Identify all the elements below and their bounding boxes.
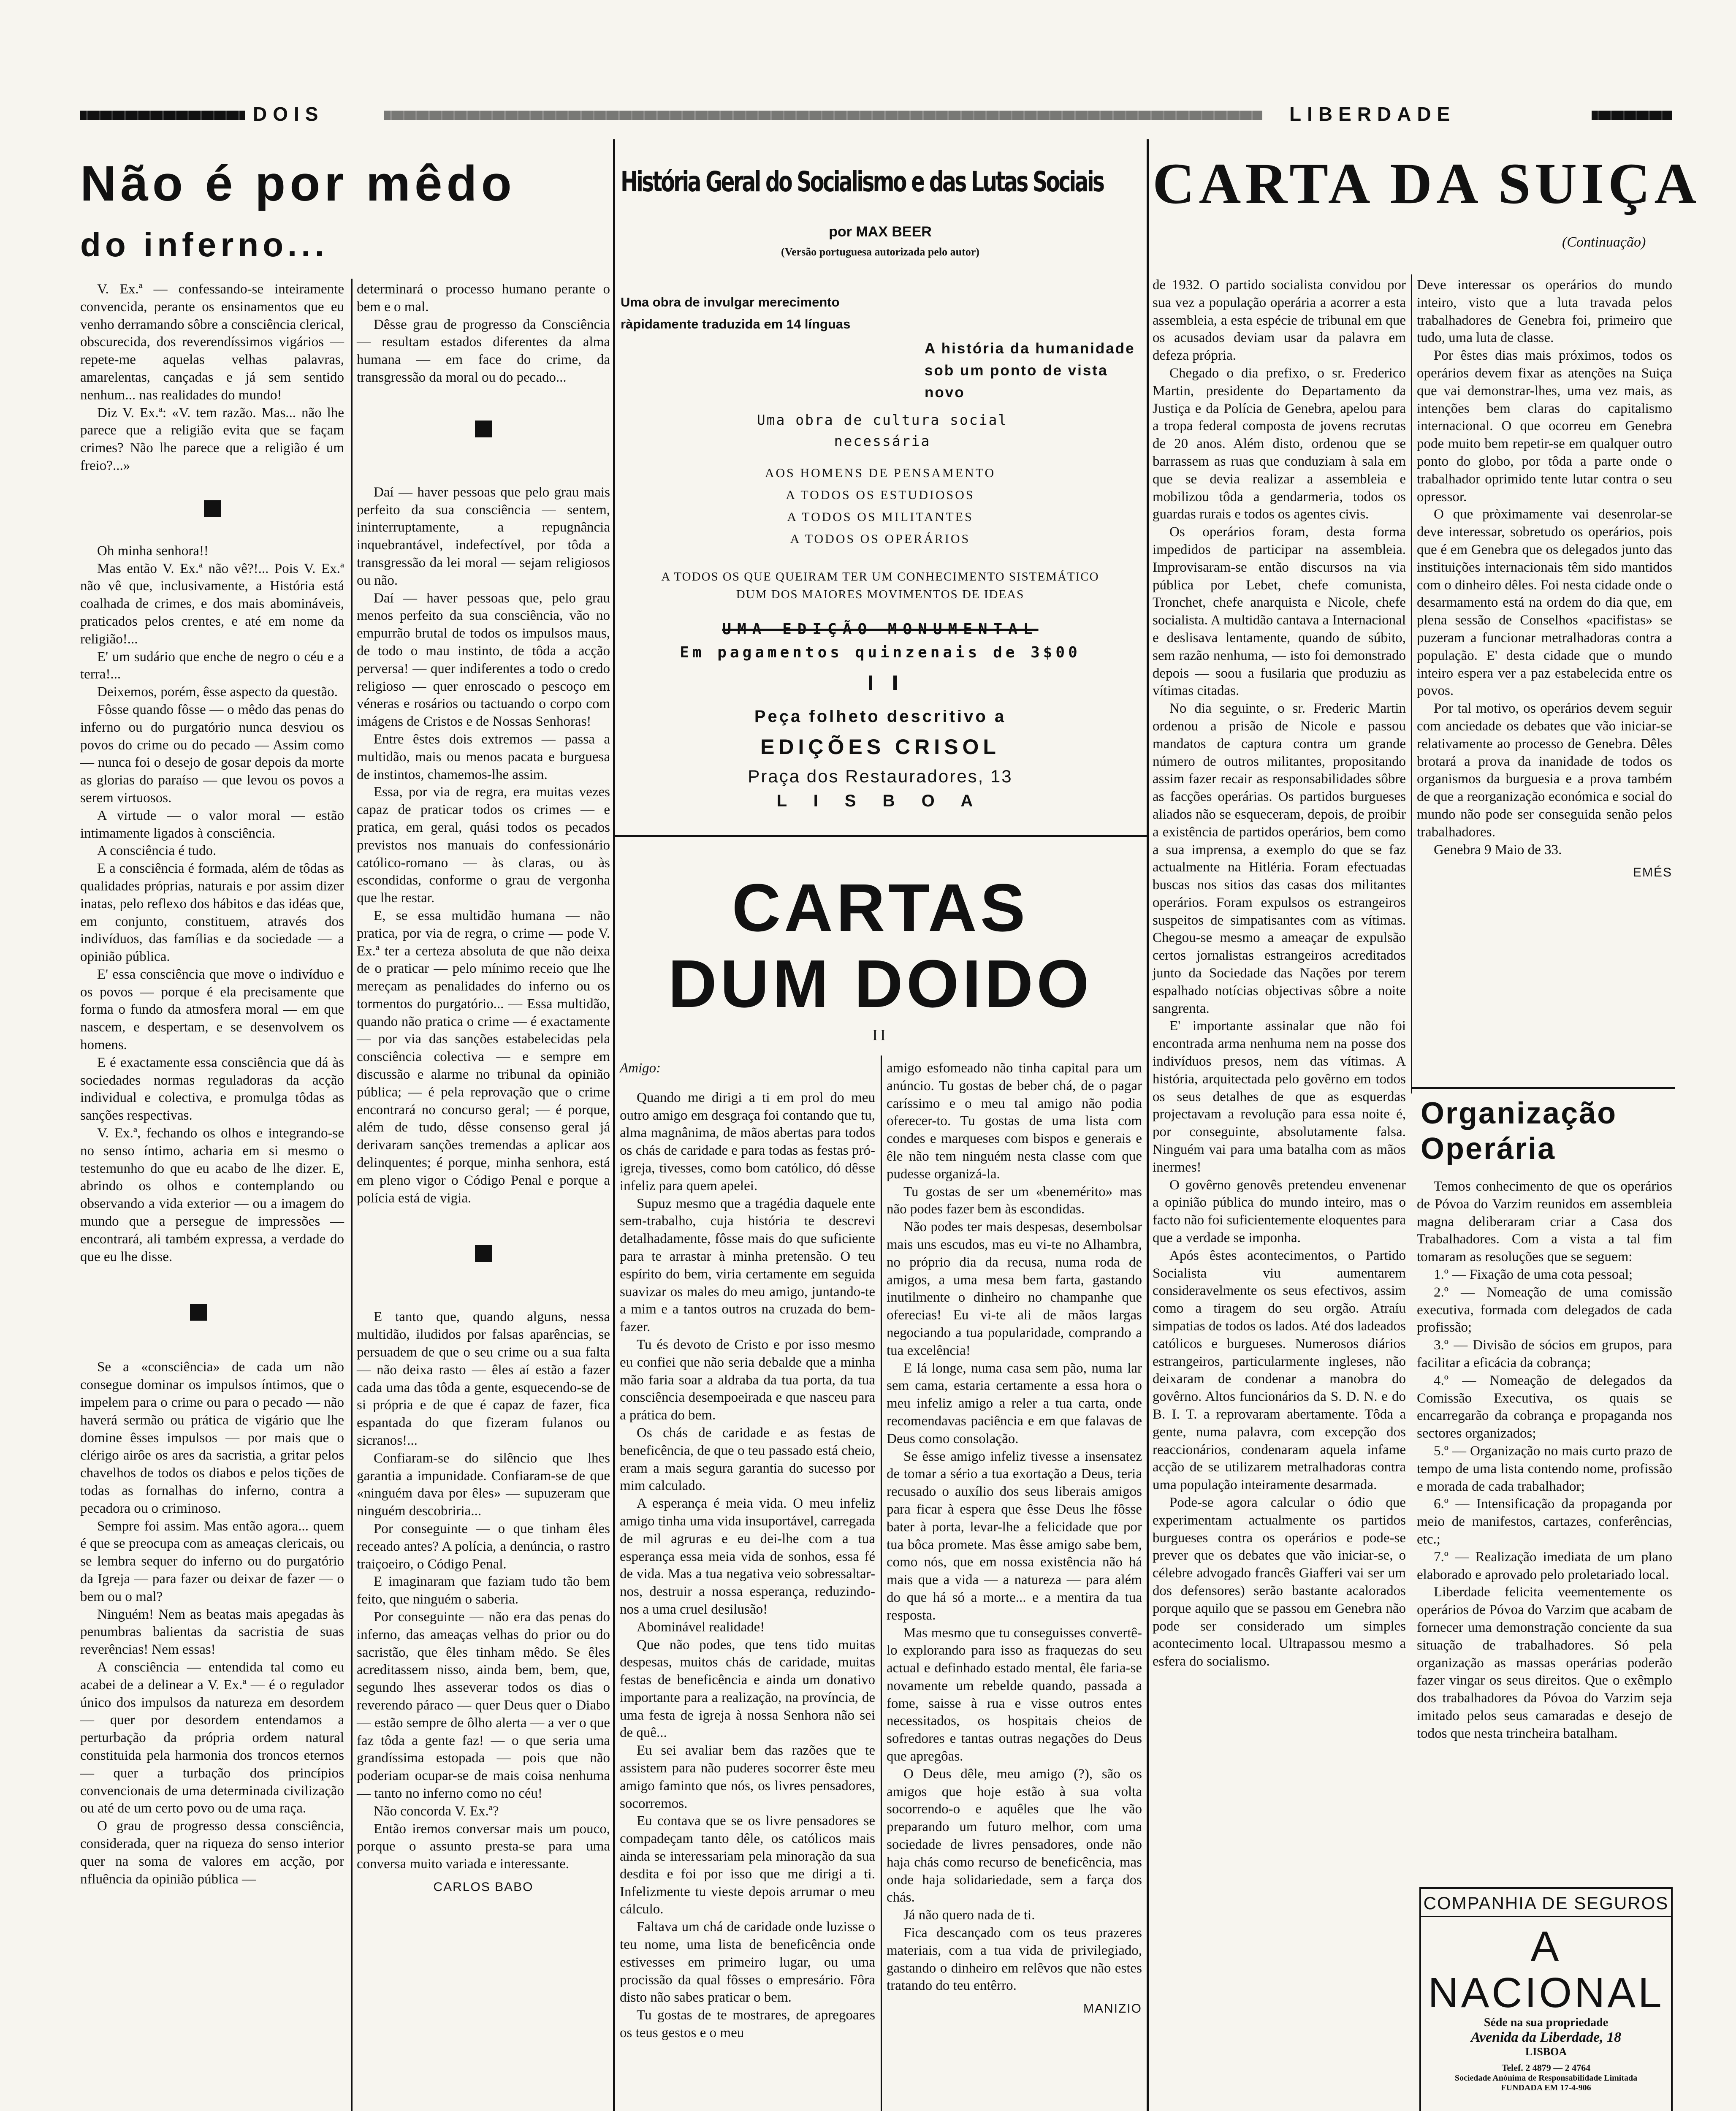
audience-line: A TODOS OS OPERÁRIOS [790,532,971,546]
paragraph: Oh minha senhora!! [97,543,209,559]
paragraph: O grau de progresso dessa consciência, considerada, quer na riqueza do senso interior quer na soma de valores em acção, por nfluência da opinião pública — [80,1818,344,1887]
list-item: 3.º — Divisão de sócios em grupos, para facilitar a eficácia da cobrança; [1417,1338,1672,1370]
edition-banner: UMA EDIÇÃO MONUMENTAL [722,621,1039,638]
paragraph: E lá longe, numa casa sem pão, numa lar sem cama, estaria certamente a essa hora o meu infeliz amigo a reler a tua carta, onde recomendavas paciência e em que falavas de Deus como consolação. [887,1360,1142,1446]
paragraph: Por tal motivo, os operários devem seguir com anciedade os debates que vão iniciar-se relativamente ao processo de Genebra. Dêles brotará a prova da inanidade de todos os organismos da burguesia e a prova também de que a reorganização económica e social do mundo não pode ser conseguida senão pelos trabalhadores. [1417,701,1672,840]
paragraph: Liberdade felicita veementemente os operários de Póvoa do Varzim que acabam de fornecer uma demonstração conciente da sua situação de trabalhadores. Só pela organização as massas operárias poderão fazer vingar os seus direitos. Que o exêmplo dos trabalhadores da Póvoa do Varzim seja imitado pelos seus camaradas e desejo de todos que nesta trincheira batalham. [1417,1585,1672,1741]
paragraph: Dêsse grau de progresso da Consciência — resultam estados diferentes da alma humana — em face do crime, da transgressão da moral ou do pecado... [357,317,610,385]
ad-street: Avenida da Liberdade, 18 [1470,2030,1622,2045]
ad-tagline: Uma obra de cultura social necessária [757,412,1008,449]
paragraph: E, se essa multidão humana — não pratica, por via de regra, o crime — pode V. Ex.ª ter a certeza absoluta de que não deixa de o praticar — pelo mínimo receio que lhe mereçam as penalidades do inferno ou os tormentos do purgatório... — Essa multidão, quando não pratica o crime — é exactamente — por via das sanções estabelecidas pela consciência colectiva — e sempre em discussão e alarme no tribunal da opinião pública; — é pela reprovação que o crime encontrará no concurso geral; — é porque, além de tudo, dêsse consenso geral já derivaram sanções tremendas a aplicar aos delinquentes; é porque, minha senhora, está em pleno vigor o Código Penal e porque a polícia está de vigia. [357,908,610,1206]
list-item: 1.º — Fixação de uma cota pessoal; [1434,1267,1633,1282]
ad-founded: FUNDADA EM 17-4-906 [1501,2083,1591,2092]
article-title: Não é por mêdo [80,156,516,212]
paragraph: E a consciência é formada, além de tôdas as qualidades próprias, naturais e por assim dizer inatas, pelo reflexo dos hábitos e das idéas que, em conjunto, constituem, através dos indivíduos, das famílias e da sociedade — a opinião pública. [80,861,344,965]
article-column [80,281,344,1888]
list-item: 4.º — Nomeação de delegados da Comissão Executiva, os quais se encarregarão da cobrança e propaganda nos sectores organizados; [1417,1373,1672,1441]
paragraph: Eu sei avaliar bem das razões que te assistem para não puderes socorrer êste meu amigo faminto que nós, os livres pensadores, socorremos. [620,1743,875,1811]
paragraph: Tu gostas de ser um «benemérito» mas não podes fazer bem às escondidas. [887,1184,1142,1217]
audience-line: A TODOS OS ESTUDIOSOS [786,488,975,502]
newspaper-name: LIBERDADE [1283,101,1462,127]
list-item: 6.º — Intensificação da propaganda por meio de manifestos, cartazes, conferências, etc.; [1417,1496,1672,1547]
article-title: CARTA DA SUIÇA [1153,151,1701,216]
paragraph: Mas então V. Ex.ª não vê?!... Pois V. Ex.ª não vê que, inclusivamente, a História está coalhada de crimes, e dos mais abomináveis, praticados pelos crentes, e até em nome da religião!... [80,561,344,647]
column-rule [1147,139,1149,2111]
paragraph: Que não podes, que tens tido muitas despesas, muitos chás de caridade, muitas festas de beneficência e ainda um donativo importante para a realização, na província, de uma festa de igreja à nossa Senhora não sei de quê... [620,1637,875,1741]
paragraph: A consciência é tudo. [97,843,217,859]
section-separator [613,835,1148,837]
paragraph: E' essa consciência que move o indivíduo e os povos — porque é ela precisamente que forma o fundo da atmosfera moral — em que nascem, e despertam, e se desenvolvem os homens. [80,966,344,1053]
paragraph: Se a «consciência» de cada um não consegue dominar os impulsos íntimos, que o impelem para o crime ou para o pecado — não haverá sermão ou prática de vigário que lhe domine êsses impulsos — por mais que o clérigo airôe os ares da sacristia, a gritar pelos chavelhos de todos os diabos e pelos tições de todas as fornalhas do inferno, contra a pecadora ou o criminoso. [80,1359,344,1516]
paragraph: Confiaram-se do silêncio que lhes garantia a impunidade. Confiaram-se de que «ninguém dava por êles» — supuzeram que ninguém descobriria... [357,1450,610,1519]
article-column [1417,1178,1672,1743]
list-item: 7.º — Realização imediata de um plano elaborado e aprovado pelo proletariado local. [1417,1549,1672,1582]
ad-seat: Séde na sua propriedade [1484,2016,1609,2029]
paragraph: Temos conhecimento de que os operários de Póvoa do Varzim reunidos em assembleia magna deliberaram criar a Casa dos Trabalhadores. Com a vista a tal fim tomaram as resoluções que se seguem: [1417,1179,1672,1265]
masthead-bar-left [80,111,245,120]
paragraph: Após êstes acontecimentos, o Partido Socialista viu aumentarem consideravelmente os seus efectivos, assim como a tiragem do seu orgão. Atraíu simpatias de todos os lados. Até dos ladeados católicos e burgueses. Numerosos diários estrangeiros, particularmente ingleses, não deixaram de condenar a manobra do govêrno. Altos funcionários da S. D. N. e do B. I. T. a reprovaram abertamente. Tôda a gente, numa palavra, com excepção dos reaccionários, condenaram aquela infame acção de se utilizarem metralhadoras contra uma população inteiramente desarmada. [1153,1248,1406,1493]
paragraph: amigo esfomeado não tinha capital para um anúncio. Tu gostas de beber chá, de o pagar caríssimo e o meu tal amigo não podia oferecer-to. Tu gostas de uma lista com condes e marqueses com bispos e generais e êle não tem ninguém nesta classe com que pudesse organizá-la. [887,1061,1142,1182]
ad-company-form: Sociedade Anónima de Responsabilidade Limitada [1454,2073,1638,2083]
paragraph: Fica descançado com os teus prazeres materiais, com a tua vida de privilegiado, gastando o dinheiro em relêvos que não estes tratando do teu entêrro. [887,1925,1142,1994]
article-column [620,1060,875,2042]
article-title [616,870,1144,1022]
ad-company-type: COMPANHIA DE SEGUROS [1421,1893,1671,1917]
section-divider [475,1245,492,1262]
paragraph: Se êsse amigo infeliz tivesse a insensatez de tomar a sério a tua exortação a Deus, teria recusado o auxílio dos seus liberais amigos para ficar à espera que êsse Deus lhe fôsse bater à porta, levar-lhe a felicidade que por tua bôca promete. Mas êsse amigo sabe bem, como nós, que em nossa existência não há mais que a vida — a natureza — para além do que há só a morte... e a mentira da tua resposta. [887,1449,1142,1623]
book-ad-title: História Geral do Socialismo e das Lutas Sociais [621,166,1104,198]
paragraph: Eu contava que se os livre pensadores se compadeçam tanto dêle, os católicos mais ainda se interessariam pela minoração da sua desdita e foi por isso que me dirigi a ti. Infelizmente tu vieste depois arrumar o meu cálculo. [620,1813,875,1917]
paragraph: E tanto que, quando alguns, nessa multidão, iludidos por falsas aparências, se persuadem de que o seu crime ou a sua falta — não deixa rasto — êles aí estão a fazer cada uma das tôda a gente, esquecendo-se de si própria e de que é capaz de fazer, fica espantada do que fizeram fulanos ou sicranos!... [357,1309,610,1449]
paragraph: Tu gostas de te mostrares, de apregoares os teus gestos e o meu [620,2008,875,2041]
audience-line: A TODOS OS MILITANTES [787,510,974,524]
paragraph: Então iremos conversar mais um pouco, porque o assunto presta-se para uma conversa muito variada e interessante. [357,1821,610,1872]
ad-tagline: A história da humanidade sob um ponto de vista novo [925,340,1135,401]
article-title-line: CARTAS [732,870,1029,945]
paragraph: Não podes ter mais despesas, desembolsar mais uns escudos, mas eu vi-te no Alhambra, no próprio dia da recusa, numa roda de amigos, a uma mesa bem farta, gastando inutilmente o dinheiro no champanhe que oferecias! Eu vi-te ali de mãos largas negociando a tua popularidade, comprando a tua excelência! [887,1219,1142,1358]
list-item: 2.º — Nomeação de uma comissão executiva, formada com delegados de cada profissão; [1417,1284,1672,1335]
ad-city: LISBOA [1525,2046,1567,2058]
continuation-note: (Continuação) [1562,234,1646,250]
column-rule [351,279,353,2111]
paragraph: Deve interessar os operários do mundo inteiro, visto que a luta travada pelos trabalhadores de Genebra foi, primeiro que tudo, uma luta de classe. [1417,277,1672,346]
article-title: Organização Operária [1421,1096,1617,1166]
dateline: Genebra 9 Maio de 33. [1434,842,1562,857]
paragraph: E imaginaram que faziam tudo tão bem feito, que ninguém o saberia. [357,1574,610,1607]
paragraph: Chegado o dia prefixo, o sr. Frederico Martin, presidente do Departamento da Justiça e da Polícia de Genebra, apelou para a tropa federal composta de jovens recrutas de 20 anos. Além disto, ordenou que se barrassem as ruas que conduziam à sala em que se devia realizar a assembleia e mobilizou tôda a gendarmeria, todos os guardas rurais e todos os agentes civis. [1153,365,1406,522]
paragraph: Supuz mesmo que a tragédia daquele ente sem-trabalho, cuja história te descrevi detalhadamente, fôsse mais do que suficiente para te arrastar à minha pretensão. O teu espírito do bem, viria certamente em seguida suavizar os males do meu amigo, juntando-te a mim e a tantos outros na cruzada do bem-fazer. [620,1196,875,1335]
payment-terms: Em pagamentos quinzenais de 3$00 [680,644,1081,661]
paragraph: E' um sudário que enche de negro o céu e a terra!... [80,649,344,682]
translation-note: (Versão portuguesa autorizada pelo autor) [781,246,979,258]
section-divider [475,421,492,437]
paragraph: No dia seguinte, o sr. Frederic Martin ordenou a prisão de Nicole e passou mandatos de captura contra um grande número de outros militantes, propositando assim fazer recair as responsabilidades sôbre as facções operárias. Os partidos burgueses aliados não se esqueceram, depois, de proibir a existência de partidos operários, bem como a sua imprensa, a exemplo do que se faz actualmente na Hitléria. Foram efectuadas buscas nos sitios das casas dos militantes operários. Foram expulsos os estrangeiros suspeitos de simpatisantes com as vítimas. Chegou-se mesmo a ameaçar de expulsão certos jornalistas estrangeiros acreditados junto da Sociedade das Nações por terem espalhado notícias objectivas sôbre a noite sangrenta. [1153,701,1406,1016]
paragraph: A virtude — o valor moral — estão intimamente ligados à consciência. [80,808,344,841]
paragraph: Daí — haver pessoas que, pelo grau menos perfeito da sua consciência, vão no empurrão brutal de todos os impulsos maus, de todo o mau instinto, de tôda a acção perversa! — quer indiferentes a todo o credo religioso — quer enroscado o pescoço em véneras e rosários ou tactuando o corpo com imágens de Cristos e de Nossas Senhoras! [357,590,610,730]
article-column [1417,277,1672,882]
brochure-note: Peça folheto descritivo a [754,707,1006,726]
publisher-name: EDIÇÕES CRISOL [760,735,1000,759]
paragraph: Tu és devoto de Cristo e por isso mesmo eu confiei que não seria debalde que a minha mão faria soar a aldraba da tua porta, da tua consciência desempoeirada e que nasceu para a prática do bem. [620,1337,875,1423]
paragraph: Pode-se agora calcular o ódio que experimentam actualmente os partidos burgueses contra os operários e pode-se prever que os debates que vão iniciar-se, o célebre advogado francês Giafferi vai ser um dos defensores) serão bastante acalorados porque aquilo que se passou em Genebra não pode ser considerado um simples acontecimento local. Ultrapassou mesmo a esfera do socialismo. [1153,1495,1406,1669]
article-column [1153,277,1406,1671]
ad-company-name: A NACIONAL [1428,1923,1664,2016]
paragraph: determinará o processo humano perante o bem e o mal. [357,282,610,315]
masthead-bar-middle [384,111,1262,120]
paragraph: Essa, por via de regra, era muitas vezes capaz de praticar todos os crimes — e pratica, em geral, quási todos os pecados previstos nos manuais do confessionário católico-romano — às claras, ou às escondidas, conforme o grau de vergonha que lhe restar. [357,784,610,906]
section-divider [190,1304,207,1321]
paragraph: E é exactamente essa consciência que dá às sociedades normas reguladoras da acção individual e colectiva, e promulga tôdas as sanções respectivas. [80,1055,344,1123]
ornament [869,676,897,690]
paragraph: Faltava um chá de caridade onde luzisse o teu nome, uma lista de beneficência onde estivesses em primeiro lugar, ou uma procissão da qual fôsses o empresário. Fôra disto não sabes praticar o bem. [620,1919,875,2005]
paragraph: E' importante assinalar que não foi encontrada arma nenhuma nem na posse dos indivíduos presos, nem das vítimas. A história, arquitectada pelo govêrno em todos os seus detalhes de que as esquerdas projectavam a revolução para essa noite é, por conseguinte, absolutamente falsa. Ninguém vai para uma batalha com as mãos inermes! [1153,1018,1406,1175]
paragraph: O govêrno genovês pretendeu envenenar a opinião pública do mundo inteiro, mas o facto não foi suficientemente eloquentes para que a verdade se imponha. [1153,1177,1406,1246]
paragraph: Mas mesmo que tu conseguisses convertê-lo explorando para isso as fraquezas do seu actual e definhado estado mental, êle faria-se novamente um rebelde quando, passada a fome, saisse à rua e visse outros entes necessitados, os hospitais cheios de sofredores e tantas outras negações do Deus que apregôas. [887,1625,1142,1764]
paragraph: V. Ex.ª, fechando os olhos e integrando-se no senso íntimo, acharia em si mesmo o testemunho do que eu acabo de lhe dizer. E, abrindo os olhos e contemplando ou observando a vida exterior — ou a imagem do mundo que a persegue de impressões — encontrará, ali também expressa, a verdade do que eu lhe disse. [80,1126,344,1264]
paragraph: de 1932. O partido socialista convidou por sua vez a população operária a acorrer a esta assembleia, a esta espécie de tribunal em que os acusados deviam usar da palavra em defeza própria. [1153,277,1406,364]
paragraph: Abominável realidade! [637,1619,765,1635]
ad-tagline-line: Uma obra de invulgar merecimento [621,295,840,309]
section-separator [1411,1087,1675,1089]
audience-list [621,462,1140,550]
book-author: por MAX BEER [829,224,932,240]
paragraph: Por conseguinte — não era das penas do inferno, das ameaças velhas do prior ou do sacristão, que êles tinham mêdo. Se êles acreditassem nisso, ainda bem, bem, que, segundo lhes asseverar todos os dias o reverendo páraco — quer Deus quer o Diabo — estão sempre de ôlho alerta — a ver o que faz tôda a gente faz! — o que seria uma grandíssima estopada — pois que não poderiam ocupar-se de mais coisa nenhuma — tanto no inferno como no céu! [357,1609,610,1801]
ad-tagline-line: ràpidamente traduzida em 14 línguas [621,317,851,331]
author-signature: EMÉS [1633,866,1672,880]
column-rule [1411,274,1412,1093]
paragraph: Quando me dirigi a ti em prol do meu outro amigo em desgraça foi contando que tu, alma magnânima, de mãos abertas para todos os chás de caridade e para todas as festas pró-igreja, tivesses, como bom católico, dó dêsse infeliz para quem apelei. [620,1090,875,1194]
article-number: II [872,1026,888,1044]
paragraph: Deixemos, porém, êsse aspecto da questão. [97,684,338,700]
article-column [357,281,610,1896]
paragraph: O que pròximamente vai desenrolar-se deve interessar, sobretudo os operários, pois que é em Genebra que os delegados junto das instituições internacionais têm sido mantidos com o dinheiro dêles. Foi nesta cidade onde o desarmamento está na ordem do dia que, em plena sessão de Conselhos «pacifistas» se puzeram a funcionar metralhadoras contra a população. E' desta cidade que o mundo inteiro espera ver a paz estabelecida entre os povos. [1417,507,1672,699]
article-column [887,1060,1142,2018]
ad-telephone: Telef. 2 4879 — 2 4764 [1501,2062,1591,2073]
paragraph: Daí — haver pessoas que pelo grau mais perfeito da sua consciência — sentem, ininterruptamente, a repugnância inquebrantável, indefectível, por tôda a transgressão da lei moral — sejam religiosos ou não. [357,484,610,588]
salutation: Amigo: [620,1061,661,1076]
paragraph: Sempre foi assim. Mas então agora... quem é que se preocupa com as ameaças clericais, ou se lembra sequer do inferno ou do purgatório da Igreja — para fazer ou deixar de fazer — o bem ou o mal? [80,1518,344,1604]
insurance-ad [1419,1887,1673,2111]
paragraph: Ninguém! Nem as beatas mais apegadas às penumbras balientas da sacristia de suas reverências! Nem essas! [80,1606,344,1658]
paragraph: Já não quero nada de ti. [903,1907,1035,1923]
column-rule [613,139,615,2111]
paragraph: Fôsse quando fôsse — o mêdo das penas do inferno ou do purgatório nunca desviou os povos do crime ou do pecado — Assim como — nunca foi o desejo de gosar depois da morte as glorias do paraíso — que levou os povos a serem virtuosos. [80,702,344,806]
paragraph: Entre êstes dois extremos — passa a multidão, mais ou menos pacata e burguesa de instintos, chamemos-lhe assim. [357,731,610,782]
audience-line: AOS HOMENS DE PENSAMENTO [765,466,996,480]
author-signature: CARLOS BABO [433,1880,534,1894]
paragraph: Diz V. Ex.ª: «V. tem razão. Mas... não lhe parece que a religião evita que se façam crimes? Não lhe parece que a religião é um freio?...» [80,405,344,473]
publisher-address: Praça dos Restauradores, 13 [748,766,1013,786]
list-item: 5.º — Organização no mais curto prazo de tempo de uma lista contendo nome, profissão e morada de cada trabalhador; [1417,1443,1672,1494]
paragraph: A esperança é meia vida. O meu infeliz amigo tinha uma vida insuportável, carregada de mil agruras e eu dei-lhe com a tua esperança essa meia vida de sonhos, essa fé de vida. Mas a tua negativa veio sobressaltar-nos, destruir a nossa esperança, reduzindo-nos a uma cruel desilusão! [620,1496,875,1617]
paragraph: O Deus dêle, meu amigo (?), são os amigos que hoje estão à sua volta socorrendo-o e aquêles que lhe vão preparando um futuro melhor, com uma sociedade de livres pensadores, onde não haja chás como recurso de beneficência, mas onde haja solidariedade, sem a farça dos chás. [887,1766,1142,1905]
paragraph: Os chás de caridade e as festas de beneficência, de que o teu passado está cheio, eram a mais segura garantia do sucesso por mim calculado. [620,1425,875,1494]
paragraph: Por êstes dias mais próximos, todos os operários devem fixar as atenções na Suiça que vai demonstrar-lhes, uma vez mais, as intenções bem claras do capitalismo internacional. O que ocorreu em Genebra pode muito bem repetir-se em qualquer outro ponto do globo, por tôda a parte onde o trabalhador oprimido tente lutar contra o seu opressor. [1417,348,1672,505]
author-signature: MANIZIO [1083,2002,1142,2016]
paragraph: Por conseguinte — o que tinham êles receado antes? A polícia, a denúncia, o rastro traiçoeiro, o Código Penal. [357,1521,610,1572]
masthead-bar-right [1592,111,1672,120]
article-title-line: DUM DOIDO [668,946,1093,1021]
ad-tagline [621,291,874,335]
audience-all: A TODOS OS QUE QUEIRAM TER UM CONHECIMENTO SISTEMÁTICO DUM DOS MAIORES MOVIMENTOS DE IDEAS [661,570,1099,601]
paragraph: Os operários foram, desta forma impedidos de participar na assembleia. Improvisaram-se então discursos na via pública por Lebet, chefe comunista, Tronchet, chefe anarquista e Nicole, chefe socialista. A multidão cantava a Internacional e deslisava lentamente, quando de súbito, sem razão nenhuma, — isto foi demonstrado depois — soou a fusilaria que produziu as vítimas citadas. [1153,524,1406,699]
publisher-city: L I S B O A [776,792,984,810]
masthead [80,101,1672,127]
article-subtitle: do inferno... [80,226,328,263]
section-divider [204,500,221,517]
paragraph: Não concorda V. Ex.ª? [374,1803,499,1819]
page-number: DOIS [247,101,330,127]
paragraph: A consciência — entendida tal como eu acabei de a delinear a V. Ex.ª — é o regulador único dos impulsos da natureza em desordem — quer por desordem entendamos a perturbação da própria ordem natural constituida pela harmonia dos troncos eternos — quer a turbação dos princípios convencionais de uma determinada civilização ou até de um certo povo ou de uma raça. [80,1659,344,1816]
column-rule [881,1056,882,2111]
paragraph: V. Ex.ª — confessando-se inteiramente convencida, perante os ensinamentos que eu venho derramando sôbre a consciência clerical, obscurecida, dos reverendíssimos vigários — repete-me aquelas velhas palavras, amarelentas, cançadas e já sem sentido nenhum... nas realidades do mundo! [80,282,344,403]
